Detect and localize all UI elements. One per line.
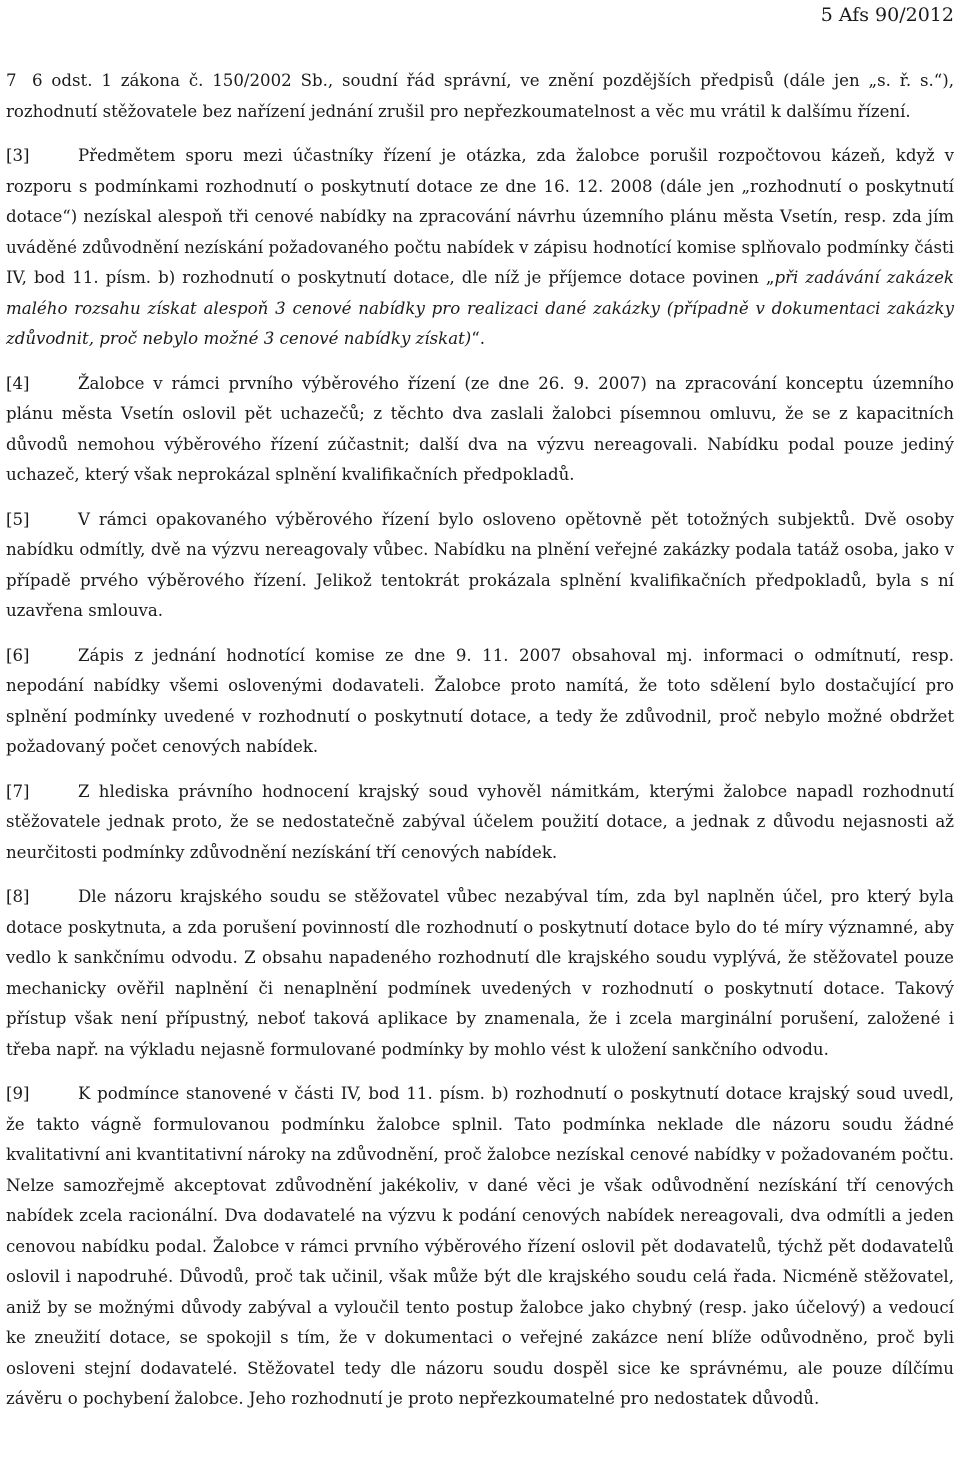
paragraph-text: K podmínce stanovené v části IV, bod 11. písm. b) rozhodnutí o poskytnutí dotace krajský soud uvedl, že takto vágně formulovanou podmínku žalobce splnil. Tato podmínka neklade dle názoru soudu žádné kvalitativní ani kvantitativní nároky na zdůvodnění, proč žalobce nezískal cenové nabídky v požadovaném počtu. Nelze samozřejmě akceptovat zdůvodnění jakékoliv, v dané věci je však odůvodnění nezískání tří cenových nabídek zcela racionální. Dva dodavatelé na výzvu k podání cenových nabídek nereagovali, dva odmítli a jeden cenovou nabídku podal. Žalobce v rámci prvního výběrového řízení oslovil pět dodavatelů, týchž pět dodavatelů oslovil i napodruhé. Důvodů, proč tak učinil, však může být dle krajského soudu celá řada. Nicméně stěžovatel, aniž by se možnými důvody zabýval a vyloučil tento postup žalobce jako chybný (resp. jako účelový) a vedoucí ke zneužití dotace, se spokojil s tím, že v dokumentaci o veřejné zakázce není blíže odůvodněno, proč byli osloveni stejní dodavatelé. Stěžovatel tedy dle názoru soudu dospěl sice ke správnému, ale pouze dílčímu závěru o pochybení žalobce. Jeho rozhodnutí je proto nepřezkoumatelné pro nedostatek důvodů. xyxy=(6,1084,954,1408)
intro-paragraph xyxy=(6,66,954,127)
paragraph-text: Z hlediska právního hodnocení krajský soud vyhověl námitkám, kterými žalobce napadl rozhodnutí stěžovatele jednak proto, že se nedostatečně zabýval účelem použití dotace, a jednak z důvodu nejasnosti až neurčitosti podmínky zdůvodnění nezískání tří cenových nabídek. xyxy=(6,781,954,862)
paragraph-3 xyxy=(6,141,954,355)
paragraph-number: [3] xyxy=(6,146,30,165)
paragraph-number: [5] xyxy=(6,509,30,529)
paragraph-7 xyxy=(6,777,954,869)
footnote-reference: 7 xyxy=(6,71,17,90)
paragraph-text: Žalobce v rámci prvního výběrového řízení (ze dne 26. 9. 2007) na zpracování konceptu územního plánu města Vsetín oslovil pět uchazečů; z těchto dva zaslali žalobci písemnou omluvu, že se z kapacitních důvodů nemohou výběrového řízení zúčastnit; další dva na výzvu nereagovali. Nabídku podal pouze jediný uchazeč, který však neprokázal splnění kvalifikačních předpokladů. xyxy=(6,373,954,484)
paragraph-6 xyxy=(6,641,954,763)
quoted-condition: při zadávání zakázek malého rozsahu získat alespoň 3 cenové nabídky pro realizaci dané zakázky (případně v dokumentaci zakázky zdůvodnit, proč nebylo možné 3 cenové nabídky získat) xyxy=(6,268,954,348)
paragraph-number: [8] xyxy=(6,887,30,906)
paragraph-text: Zápis z jednání hodnotící komise ze dne 9. 11. 2007 obsahoval mj. informaci o odmítnutí, resp. nepodání nabídky všemi oslovenými dodavateli. Žalobce proto namítá, že toto sdělení bylo dostačující pro splnění podmínky uvedené v rozhodnutí o poskytnutí dotace, a tedy že zdůvodnil, proč nebylo možné obdržet požadovaný počet cenových nabídek. xyxy=(6,645,954,756)
paragraph-4 xyxy=(6,369,954,491)
paragraph-tail: “. xyxy=(471,329,486,348)
paragraph-9 xyxy=(6,1079,954,1415)
paragraph-text: Dle názoru krajského soudu se stěžovatel vůbec nezabýval tím, zda byl naplněn účel, pro který byla dotace poskytnuta, a zda porušení povinností dle rozhodnutí o poskytnutí dotace bylo do té míry významné, aby vedlo k sankčnímu odvodu. Z obsahu napadeného rozhodnutí dle krajského soudu vyplývá, že stěžovatel pouze mechanicky ověřil naplnění či nenaplnění podmínek uvedených v rozhodnutí o poskytnutí dotace. Takový přístup však není přípustný, neboť taková aplikace by znamenala, že i zcela marginální porušení, založené i třeba např. na výkladu nejasně formulované podmínky by mohlo vést k uložení sankčního odvodu. xyxy=(6,887,954,1059)
paragraph-8 xyxy=(6,882,954,1065)
paragraph-number: [6] xyxy=(6,645,30,665)
case-number: 5 Afs 90/2012 xyxy=(820,4,954,26)
document-body xyxy=(6,66,954,1415)
paragraph-number: [9] xyxy=(6,1084,30,1103)
paragraph-number: [4] xyxy=(6,373,30,393)
intro-text: 6 odst. 1 zákona č. 150/2002 Sb., soudní řád správní, ve znění pozdějších předpisů (dále jen „s. ř. s.“), rozhodnutí stěžovatele bez nařízení jednání zrušil pro nepřezkoumatelnost a věc mu vrátil k dalšímu řízení. xyxy=(6,71,954,121)
paragraph-5 xyxy=(6,505,954,627)
paragraph-number: [7] xyxy=(6,781,30,801)
paragraph-text: Předmětem sporu mezi účastníky řízení je otázka, zda žalobce porušil rozpočtovou kázeň, když v rozporu s podmínkami rozhodnutí o poskytnutí dotace ze dne 16. 12. 2008 (dále jen „rozhodnutí o poskytnutí dotace“) nezískal alespoň tři cenové nabídky na zpracování návrhu územního plánu města Vsetín, resp. zda jím uváděné zdůvodnění nezískání požadovaného počtu nabídek v zápisu hodnotící komise splňovalo podmínky části IV, bod 11. písm. b) rozhodnutí o poskytnutí dotace, dle níž je příjemce dotace povinen „ xyxy=(6,146,954,287)
paragraph-text: V rámci opakovaného výběrového řízení bylo osloveno opětovně pět totožných subjektů. Dvě osoby nabídku odmítly, dvě na výzvu nereagovaly vůbec. Nabídku na plnění veřejné zakázky podala tatáž osoba, jako v případě prvého výběrového řízení. Jelikož tentokrát prokázala splnění kvalifikačních předpokladů, byla s ní uzavřena smlouva. xyxy=(6,509,954,620)
